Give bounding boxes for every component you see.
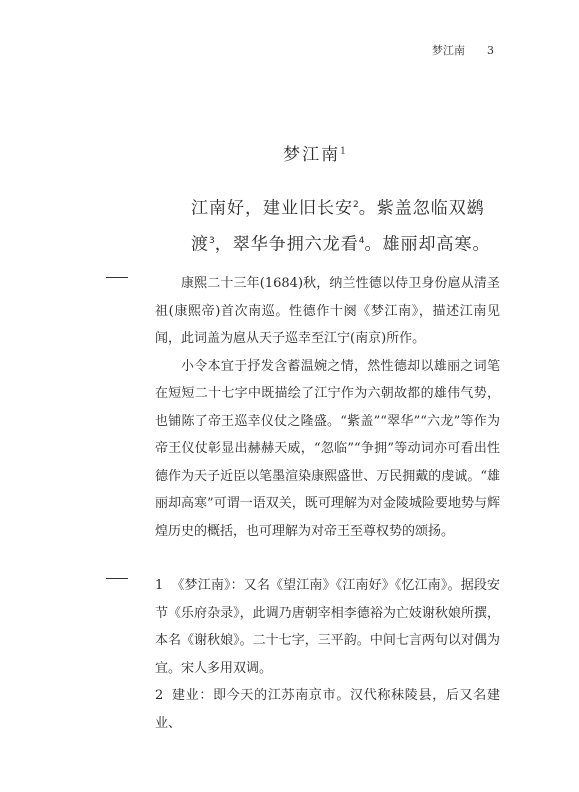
footnote-marker-4: 4 <box>358 235 365 246</box>
page-number: 3 <box>487 44 494 57</box>
section-rule-commentary <box>106 277 128 278</box>
footnote-text: 建业：即今天的江苏南京市。汉代称秣陵县，后又名建业、 <box>155 688 500 731</box>
poem-line-2 <box>191 225 501 261</box>
poem-title <box>0 140 579 165</box>
poem-line-2-part-b: ，翠华争拥六龙看 <box>214 234 359 255</box>
poem-title-text: 梦江南 <box>283 145 341 165</box>
section-rule-notes <box>106 578 128 579</box>
poem-text <box>191 189 501 260</box>
footnote-item <box>155 682 500 737</box>
footnote-marker-2: 2 <box>353 200 359 210</box>
footnote-number: 2 <box>155 688 164 703</box>
running-header-title: 梦江南 <box>432 44 465 57</box>
poem-line-2-part-c: 。雄丽却高寒。 <box>364 234 491 255</box>
footnote-text: 《梦江南》：又名《望江南》《江南好》《忆江南》。据段安节《乐府杂录》，此调乃唐朝宰相李德裕为亡妓谢秋娘所撰，本名《谢秋娘》。二十七字，三平韵。中间七言两句以对偶为宜。宋人多用双调。 <box>155 578 500 676</box>
commentary <box>155 270 500 545</box>
footnote-marker-1: 1 <box>340 146 346 157</box>
footnotes <box>155 572 500 737</box>
commentary-paragraph: 小令本宜于抒发含蓄温婉之情，然性德却以雄丽之词笔在短短二十七字中既描绘了江宁作为六朝故都的雄伟气势，也铺陈了帝王巡幸仪仗之隆盛。“紫盖”“翠华”“六龙”等作为帝王仪仗彰显出赫赫天威，“忽临”“争拥”等动词亦可看出性德作为天子近臣以笔墨渲染康熙盛世、万民拥戴的虔诚。“雄丽却高寒”可谓一语双关，既可理解为对金陵城险要地势与辉煌历史的概括，也可理解为对帝王至尊权势的颂扬。 <box>155 358 500 539</box>
commentary-paragraph: 康熙二十三年(1684)秋，纳兰性德以侍卫身份扈从清圣祖(康熙帝)首次南巡。性德作十阕《梦江南》，描述江南见闻，此词盖为扈从天子巡幸至江宁(南京)所作。 <box>155 276 500 346</box>
running-header <box>432 42 494 58</box>
footnote-number: 1 <box>155 578 164 593</box>
poem-line-1-part-b: 。紫盖忽临双鹚 <box>358 198 485 219</box>
footnote-item <box>155 572 500 682</box>
poem-line-2-part-a: 渡 <box>191 234 209 255</box>
poem-line-1 <box>191 189 501 225</box>
poem-line-1-part-a: 江南好，建业旧长安 <box>191 198 353 219</box>
footnote-marker-3: 3 <box>209 235 215 246</box>
